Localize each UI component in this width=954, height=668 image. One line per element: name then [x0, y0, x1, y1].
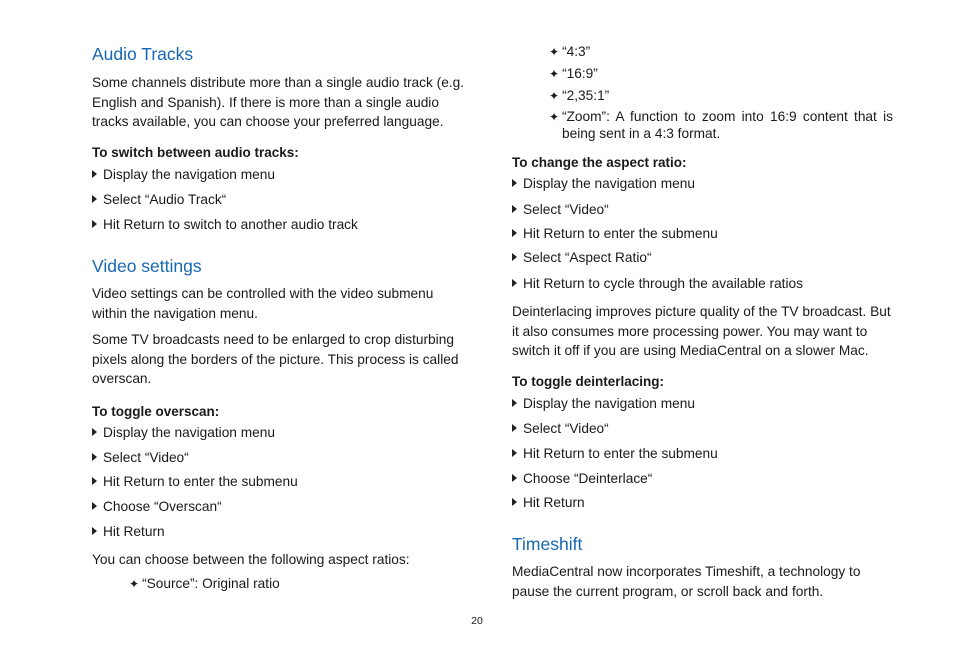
list-item: Hit Return	[512, 494, 585, 512]
triangle-bullet-icon	[512, 399, 517, 407]
list-item: Select “Audio Track“	[92, 191, 226, 209]
list-item: Select “Aspect Ratio“	[512, 249, 652, 267]
list-item: Hit Return to enter the submenu	[92, 473, 298, 491]
list-item: ✦ “16:9”	[549, 66, 598, 81]
triangle-bullet-icon	[512, 279, 517, 287]
triangle-bullet-icon	[512, 449, 517, 457]
triangle-bullet-icon	[512, 424, 517, 432]
video-settings-p2: Some TV broadcasts need to be enlarged to crop disturbing pixels along the borders of the picture. This process is called overscan.	[92, 332, 459, 387]
triangle-bullet-icon	[92, 502, 97, 510]
star-bullet-icon: ✦	[549, 89, 560, 103]
list-item: Hit Return to cycle through the available ratios	[512, 275, 803, 293]
triangle-bullet-icon	[92, 453, 97, 461]
list-item: ✦ “Source”: Original ratio	[129, 576, 280, 591]
aspect-ratios-intro: You can choose between the following aspect ratios:	[92, 552, 410, 567]
list-item: Select “Video“	[92, 449, 189, 467]
deinterlace-paragraph: Deinterlacing improves picture quality of the TV broadcast. But it also consumes more processing power. You may want to switch it off if you are using MediaCentral on a slower Mac.	[512, 304, 891, 359]
triangle-bullet-icon	[92, 428, 97, 436]
list-item: Display the navigation menu	[512, 395, 695, 413]
triangle-bullet-icon	[512, 229, 517, 237]
audio-tracks-subheading: To switch between audio tracks:	[92, 145, 299, 160]
list-item: Select “Video“	[512, 201, 609, 219]
list-item: Hit Return to enter the submenu	[512, 225, 718, 243]
deinterlace-subheading: To toggle deinterlacing:	[512, 374, 665, 389]
list-item: Display the navigation menu	[92, 424, 275, 442]
list-item: Hit Return to switch to another audio track	[92, 216, 358, 234]
list-item: Hit Return	[92, 523, 165, 541]
list-item: Display the navigation menu	[512, 175, 695, 193]
list-item: Select “Video“	[512, 420, 609, 438]
timeshift-paragraph: MediaCentral now incorporates Timeshift, a technology to pause the current program, or scroll back and forth.	[512, 564, 861, 599]
triangle-bullet-icon	[92, 170, 97, 178]
triangle-bullet-icon	[92, 527, 97, 535]
video-settings-p1: Video settings can be controlled with the video submenu within the navigation menu.	[92, 286, 434, 321]
triangle-bullet-icon	[92, 220, 97, 228]
triangle-bullet-icon	[512, 253, 517, 261]
list-item: ✦ “2,35:1”	[549, 88, 610, 103]
star-bullet-icon: ✦	[549, 45, 560, 59]
list-item: ✦ “Zoom”: A function to zoom into 16:9 content that is being sent in a 4:3 format.	[549, 109, 893, 141]
star-bullet-icon: ✦	[129, 577, 140, 591]
triangle-bullet-icon	[92, 477, 97, 485]
video-settings-heading: Video settings	[92, 256, 202, 276]
list-item: Display the navigation menu	[92, 166, 275, 184]
star-bullet-icon: ✦	[549, 110, 560, 124]
star-bullet-icon: ✦	[549, 67, 560, 81]
list-item: Hit Return to enter the submenu	[512, 445, 718, 463]
timeshift-heading: Timeshift	[512, 534, 583, 554]
triangle-bullet-icon	[512, 498, 517, 506]
list-item: Choose “Overscan“	[92, 498, 222, 516]
audio-tracks-heading: Audio Tracks	[92, 44, 194, 64]
triangle-bullet-icon	[512, 474, 517, 482]
list-item: Choose “Deinterlace“	[512, 470, 652, 488]
aspect-ratio-subheading: To change the aspect ratio:	[512, 155, 687, 170]
overscan-subheading: To toggle overscan:	[92, 404, 220, 419]
list-item: ✦ “4:3”	[549, 44, 591, 59]
triangle-bullet-icon	[512, 179, 517, 187]
triangle-bullet-icon	[512, 205, 517, 213]
page-number: 20	[471, 615, 483, 627]
triangle-bullet-icon	[92, 195, 97, 203]
audio-tracks-intro: Some channels distribute more than a single audio track (e.g. English and Spanish). If there is more than a single audio tracks available, you can choose your preferred language.	[92, 75, 465, 130]
